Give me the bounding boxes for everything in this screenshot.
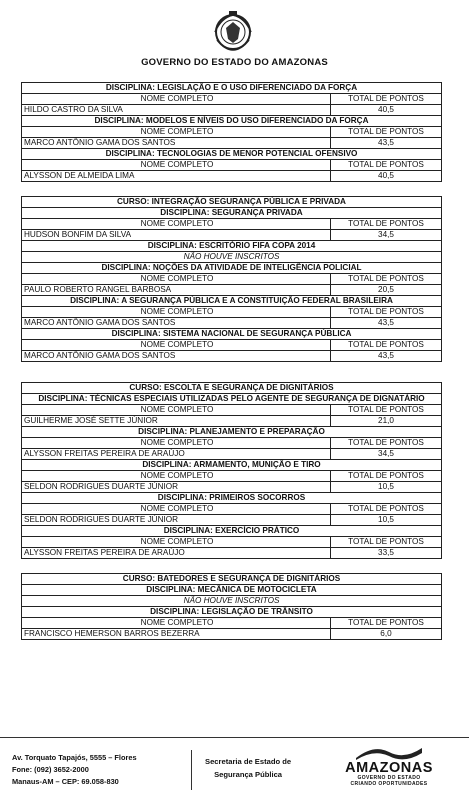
column-header-row — [22, 219, 441, 230]
table-row — [22, 449, 441, 460]
table-row — [22, 515, 441, 526]
column-header-name: NOME COMPLETO — [22, 504, 331, 514]
results-block — [21, 82, 442, 182]
table-row — [22, 171, 441, 181]
table-row — [22, 482, 441, 493]
column-header-points: TOTAL DE PONTOS — [348, 537, 424, 546]
discipline-heading: DISCIPLINA: ESCRITÓRIO FIFA COPA 2014 — [22, 241, 441, 252]
column-header-row — [22, 504, 441, 515]
column-header-name: NOME COMPLETO — [22, 307, 331, 317]
footer-divider — [0, 737, 469, 738]
cep-line: Manaus-AM – CEP: 69.058-830 — [12, 777, 119, 786]
table-row — [22, 548, 441, 558]
column-header-row — [22, 340, 441, 351]
column-header-row — [22, 274, 441, 285]
discipline-heading: DISCIPLINA: NOÇÕES DA ATIVIDADE DE INTELIGÊNCIA POLICIAL — [22, 263, 441, 274]
column-header-row — [22, 618, 441, 629]
candidate-points: 20,5 — [378, 285, 394, 294]
footer-separator — [191, 750, 192, 790]
table-row — [22, 285, 441, 296]
column-header-row — [22, 307, 441, 318]
results-tables — [21, 82, 442, 654]
column-header-row — [22, 405, 441, 416]
column-header-points: TOTAL DE PONTOS — [348, 127, 424, 136]
column-header-points: TOTAL DE PONTOS — [348, 504, 424, 513]
table-row — [22, 416, 441, 427]
discipline-heading: DISCIPLINA: MECÂNICA DE MOTOCICLETA — [22, 585, 441, 596]
column-header-name: NOME COMPLETO — [22, 405, 331, 415]
discipline-heading: DISCIPLINA: MODELOS E NÍVEIS DO USO DIFERENCIADO DA FORÇA — [22, 116, 441, 127]
discipline-heading: DISCIPLINA: PRIMEIROS SOCORROS — [22, 493, 441, 504]
candidate-points: 21,0 — [378, 416, 394, 425]
logo-wave-icon — [354, 746, 424, 760]
footer-address — [12, 752, 137, 788]
logo-wordmark: AMAZONAS — [345, 760, 433, 776]
column-header-points: TOTAL DE PONTOS — [348, 274, 424, 283]
column-header-name: NOME COMPLETO — [22, 127, 331, 137]
candidate-name: HUDSON BONFIM DA SILVA — [22, 230, 331, 240]
column-header-points: TOTAL DE PONTOS — [348, 340, 424, 349]
candidate-name: FRANCISCO HEMERSON BARROS BEZERRA — [22, 629, 331, 639]
secretaria-line: Secretaria de Estado de — [205, 757, 292, 766]
candidate-name: ALYSSON FREITAS PEREIRA DE ARAÚJO — [22, 449, 331, 459]
table-row — [22, 138, 441, 149]
table-row — [22, 318, 441, 329]
footer-secretaria — [205, 755, 291, 781]
column-header-points: TOTAL DE PONTOS — [348, 94, 424, 103]
column-header-points: TOTAL DE PONTOS — [348, 471, 424, 480]
column-header-row — [22, 127, 441, 138]
candidate-name: ALYSSON FREITAS PEREIRA DE ARAÚJO — [22, 548, 331, 558]
column-header-name: NOME COMPLETO — [22, 160, 331, 170]
results-block — [21, 573, 442, 640]
column-header-points: TOTAL DE PONTOS — [348, 405, 424, 414]
candidate-points: 43,5 — [378, 138, 394, 147]
table-row — [22, 351, 441, 361]
discipline-heading: DISCIPLINA: SISTEMA NACIONAL DE SEGURANÇA PÚBLICA — [22, 329, 441, 340]
table-row — [22, 105, 441, 116]
candidate-points: 10,5 — [378, 482, 394, 491]
column-header-name: NOME COMPLETO — [22, 274, 331, 284]
table-row — [22, 629, 441, 639]
discipline-heading: DISCIPLINA: ARMAMENTO, MUNIÇÃO E TIRO — [22, 460, 441, 471]
column-header-name: NOME COMPLETO — [22, 537, 331, 547]
course-heading: CURSO: BATEDORES E SEGURANÇA DE DIGNITÁRIOS — [22, 574, 441, 585]
discipline-heading: DISCIPLINA: A SEGURANÇA PÚBLICA E A CONSTITUIÇÃO FEDERAL BRASILEIRA — [22, 296, 441, 307]
candidate-points: 33,5 — [378, 548, 394, 557]
column-header-points: TOTAL DE PONTOS — [348, 618, 424, 627]
candidate-name: MARCO ANTÔNIO GAMA DOS SANTOS — [22, 351, 331, 361]
state-seal-icon — [211, 10, 255, 54]
candidate-name: SELDON RODRIGUES DUARTE JÚNIOR — [22, 482, 331, 492]
phone-line: Fone: (092) 3652-2000 — [12, 765, 89, 774]
no-enrollment-note: NÃO HOUVE INSCRITOS — [22, 596, 441, 607]
discipline-heading: DISCIPLINA: LEGISLAÇÃO E O USO DIFERENCIADO DA FORÇA — [22, 83, 441, 94]
amazonas-logo — [328, 746, 450, 787]
column-header-name: NOME COMPLETO — [22, 340, 331, 350]
candidate-name: HILDO CASTRO DA SILVA — [22, 105, 331, 115]
results-block — [21, 382, 442, 559]
column-header-row — [22, 537, 441, 548]
column-header-name: NOME COMPLETO — [22, 618, 331, 628]
column-header-points: TOTAL DE PONTOS — [348, 219, 424, 228]
candidate-name: MARCO ANTÔNIO GAMA DOS SANTOS — [22, 138, 331, 148]
candidate-points: 43,5 — [378, 351, 394, 360]
discipline-heading: DISCIPLINA: TECNOLOGIAS DE MENOR POTENCIAL OFENSIVO — [22, 149, 441, 160]
page-title: GOVERNO DO ESTADO DO AMAZONAS — [141, 57, 328, 68]
column-header-name: NOME COMPLETO — [22, 94, 331, 104]
discipline-heading: DISCIPLINA: SEGURANÇA PRIVADA — [22, 208, 441, 219]
column-header-points: TOTAL DE PONTOS — [348, 307, 424, 316]
course-heading: CURSO: INTEGRAÇÃO SEGURANÇA PÚBLICA E PRIVADA — [22, 197, 441, 208]
candidate-name: GUILHERME JOSÉ SETTE JÚNIOR — [22, 416, 331, 426]
course-heading: CURSO: ESCOLTA E SEGURANÇA DE DIGNITÁRIOS — [22, 383, 441, 394]
discipline-heading: DISCIPLINA: EXERCÍCIO PRÁTICO — [22, 526, 441, 537]
column-header-row — [22, 160, 441, 171]
candidate-name: SELDON RODRIGUES DUARTE JÚNIOR — [22, 515, 331, 525]
column-header-row — [22, 438, 441, 449]
logo-slogan: CRIANDO OPORTUNIDADES — [350, 781, 428, 787]
address-line: Av. Torquato Tapajós, 5555 – Flores — [12, 753, 137, 762]
no-enrollment-note: NÃO HOUVE INSCRITOS — [22, 252, 441, 263]
secretaria-line: Segurança Pública — [214, 770, 283, 779]
discipline-heading: DISCIPLINA: TÉCNICAS ESPECIAIS UTILIZADAS PELO AGENTE DE SEGURANÇA DE DIGNATÁRIO — [22, 394, 441, 405]
column-header-row — [22, 471, 441, 482]
column-header-points: TOTAL DE PONTOS — [348, 160, 424, 169]
discipline-heading: DISCIPLINA: LEGISLAÇÃO DE TRÂNSITO — [22, 607, 441, 618]
candidate-points: 6,0 — [380, 629, 392, 638]
candidate-name: ALYSSON DE ALMEIDA LIMA — [22, 171, 331, 181]
column-header-row — [22, 94, 441, 105]
candidate-points: 40,5 — [378, 105, 394, 114]
discipline-heading: DISCIPLINA: PLANEJAMENTO E PREPARAÇÃO — [22, 427, 441, 438]
column-header-name: NOME COMPLETO — [22, 471, 331, 481]
candidate-name: PAULO ROBERTO RANGEL BARBOSA — [22, 285, 331, 295]
table-row — [22, 230, 441, 241]
results-block — [21, 196, 442, 362]
column-header-name: NOME COMPLETO — [22, 438, 331, 448]
logo-subtitle: GOVERNO DO ESTADO — [357, 775, 421, 781]
column-header-name: NOME COMPLETO — [22, 219, 331, 229]
column-header-points: TOTAL DE PONTOS — [348, 438, 424, 447]
candidate-points: 10,5 — [378, 515, 394, 524]
candidate-points: 34,5 — [378, 449, 394, 458]
candidate-points: 40,5 — [378, 171, 394, 180]
candidate-name: MARCO ANTÔNIO GAMA DOS SANTOS — [22, 318, 331, 328]
candidate-points: 43,5 — [378, 318, 394, 327]
candidate-points: 34,5 — [378, 230, 394, 239]
